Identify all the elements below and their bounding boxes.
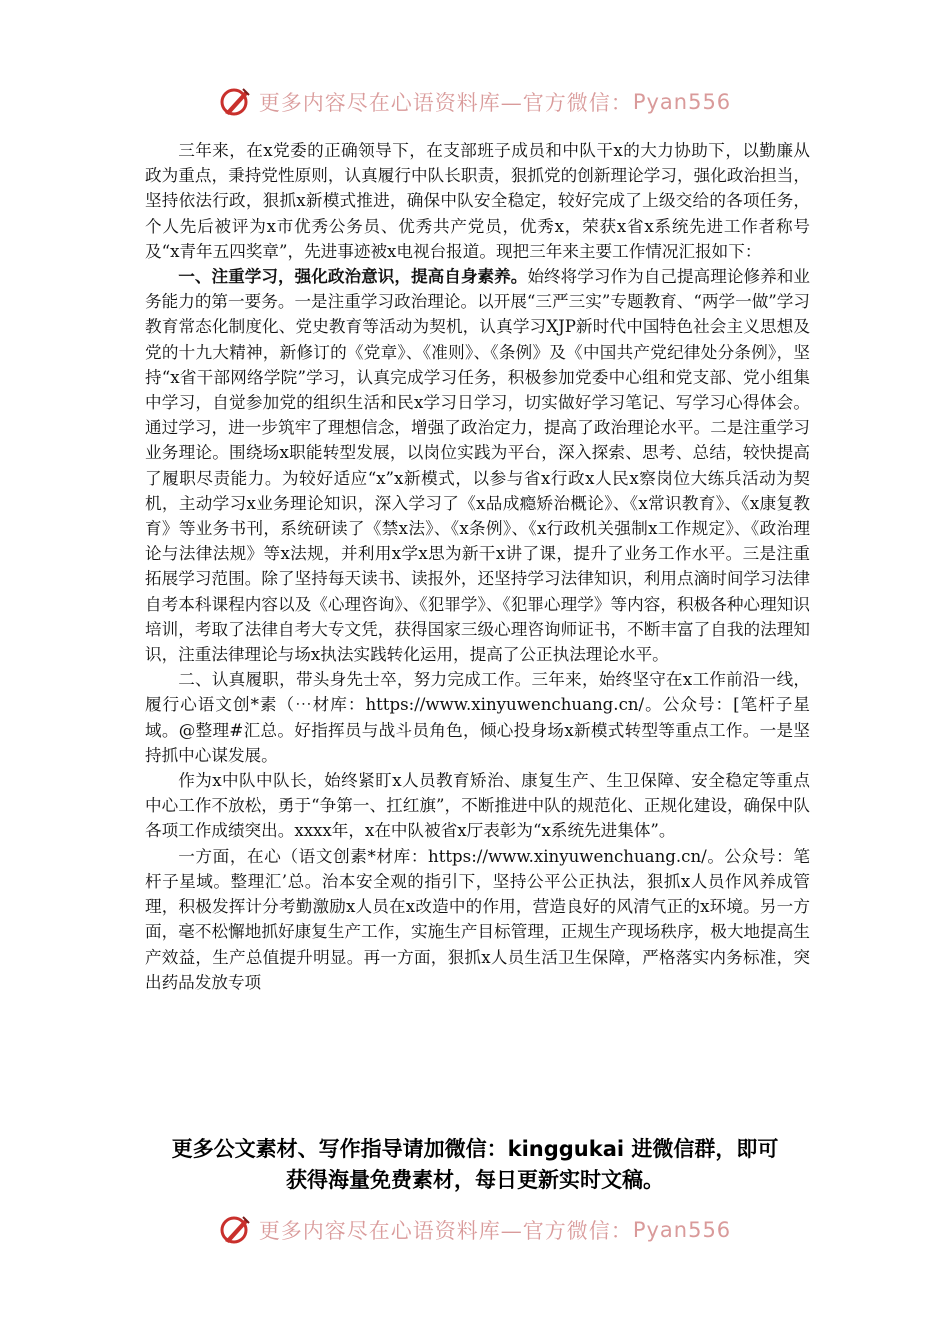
paragraph-on-one-hand: 一方面，在心（语文创素*材库：https://www.xinyuwenchuang.cn/。公众号：笔杆子星域。整理汇’总。治本安全观的指引下，坚持公平公正执法，狠抓x人员作风养成管理，积极发挥计分考勤激励x人员在x改造中的作用，营造良好的风清气正的x环境。另一方面，毫不松懈地抓好康复生产工作，实施生产目标管理，正规生产现场秩序，极大地提高生产效益，生产总值提升明显。再一方面，狠抓x人员生活卫生保障，严格落实内务标准，突出药品发放专项 (145, 846, 810, 992)
watermark-banner-top (0, 82, 950, 122)
watermark-banner-inner (219, 85, 731, 119)
watermark-wechat-id: Pyan556 (632, 1218, 732, 1242)
paragraph-squad-leader: 作为x中队中队长，始终紧盯x人员教育矫治、康复生产、生卫保障、安全稳定等重点中心工作不放松，勇于“争第一、扛红旗”，不断推进中队的规范化、正规化建设，确保中队各项工作成绩突出。xxxx年，x在中队被省x厅表彰为“x系统先进集体”。 (145, 771, 810, 841)
document-body (145, 138, 810, 995)
paragraph-study (145, 264, 810, 667)
paragraph-intro: 三年来，在x党委的正确领导下，在支部班子成员和中队干x的大力协助下，以勤廉从政为重点，秉持党性原则，认真履行中队长职责，狠抓党的创新理论学习，强化政治担当，坚持依法行政，狠抓x新模式推进，确保中队安全稳定，较好完成了上级交给的各项任务，个人先后被评为x市优秀公务员、优秀共产党员，优秀x，荣获x省x系统先进工作者称号及“x青年五四奖章”，先进事迹被x电视台报道。现把三年来主要工作情况汇报如下： (145, 141, 810, 261)
watermark-text: 更多内容尽在心语资料库—官方微信： (258, 1219, 633, 1243)
footer-promo-line-1: 更多公文素材、写作指导请加微信：kinggukai 进微信群，即可 (171, 1137, 779, 1161)
watermark-banner-bottom (0, 1210, 950, 1250)
pen-emblem-icon (219, 85, 253, 119)
section-heading-study: 一、注重学习，强化政治意识，提高自身素养。 (178, 266, 528, 287)
watermark-banner-inner (219, 1213, 731, 1247)
paragraph-study-text: 始终将学习作为自己提高理论修养和业务能力的第一要务。一是注重学习政治理论。以开展“三严三实”专题教育、“两学一做”学习教育常态化制度化、党史教育等活动为契机，认真学习XJP新时代中国特色社会主义思想及党的十九大精神，新修订的《党章》、《准则》、《条例》及《中国共产党纪律处分条例》，坚持“x省干部网络学院”学习，认真完成学习任务，积极参加党委中心组和党支部、党小组集中学习，自觉参加党的组织生活和民x学习日学习，切实做好学习笔记、写学习心得体会。通过学习，进一步筑牢了理想信念，增强了政治定力，提高了政治理论水平。二是注重学习业务理论。围绕场x职能转型发展，以岗位实践为平台，深入探索、思考、总结，较快提高了履职尽责能力。为较好适应“x”x新模式，以参与省x行政x人民x察岗位大练兵活动为契机，主动学习x业务理论知识，深入学习了《x品成瘾矫治概论》、《x常识教育》、《x康复教育》等业务书刊，系统研读了《禁x法》、《x条例》、《x行政机关强制x工作规定》、《政治理论与法律法规》等x法规，并利用x学x思为新干x讲了课，提升了业务工作水平。三是注重拓展学习范围。除了坚持每天读书、读报外，还坚持学习法律知识，利用点滴时间学习法律自考本科课程内容以及《心理咨询》、《犯罪学》、《犯罪心理学》等内容，积极各种心理知识培训，考取了法律自考大专文凭，获得国家三级心理咨询师证书，不断丰富了自我的法理知识，注重法律理论与场x执法实践转化运用，提高了公正执法理论水平。 (145, 267, 811, 665)
footer-promo (0, 1134, 950, 1196)
watermark-wechat-id: Pyan556 (632, 90, 732, 114)
pen-emblem-icon (219, 1213, 253, 1247)
paragraph-duty: 二、认真履职，带头身先士卒，努力完成工作。三年来，始终坚守在x工作前沿一线，履行心语文创*素（⋯材库：https://www.xinyuwenchuang.cn/。公众号：[笔杆子星域。@整理#汇总。好指挥员与战斗员角色，倾心投身场x新模式转型等重点工作。一是坚持抓中心谋发展。 (145, 670, 810, 765)
footer-promo-line-2: 获得海量免费素材，每日更新实时文稿。 (286, 1168, 664, 1192)
watermark-text: 更多内容尽在心语资料库—官方微信： (258, 91, 633, 115)
